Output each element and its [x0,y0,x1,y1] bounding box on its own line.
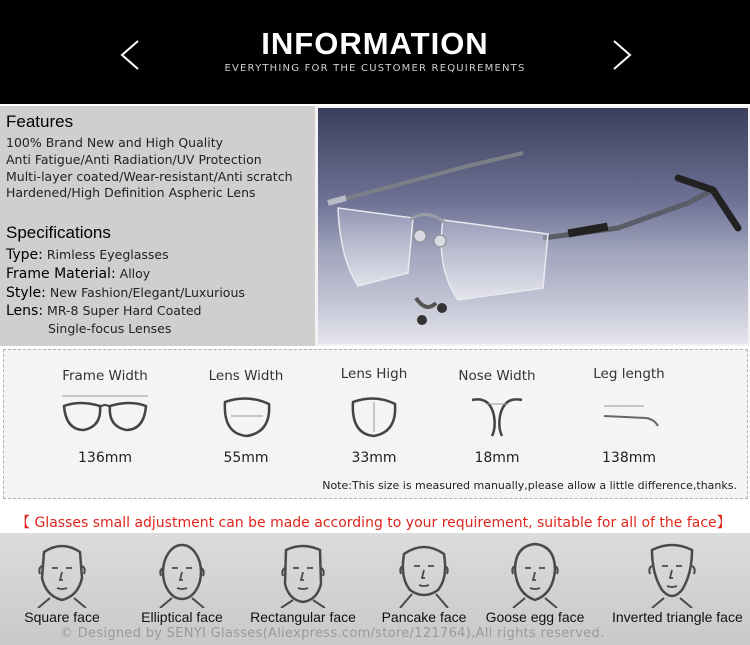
size-value: 136mm [78,450,132,466]
face-label: Inverted triangle face [612,609,743,625]
frame-width-icon [50,392,160,442]
adjustment-notice: 【 Glasses small adjustment can be made according to your requirement, suitable for all of the face】 [16,515,731,531]
leg-length-icon [574,392,684,442]
spec-type [6,247,169,263]
lens-high-icon [319,392,429,442]
size-label: Lens Width [208,368,284,384]
spec-key: Style: [6,285,46,301]
feature-line: Anti Fatigue/Anti Radiation/UV Protection [6,152,262,167]
spec-value: MR-8 Super Hard Coated [47,303,202,318]
copyright-watermark: © Designed by SENYI Glasses(Aliexpress.com/store/121764),All rights reserved. [60,626,605,641]
spec-lens [6,303,202,319]
face-label: Pancake face [381,609,467,625]
inverted-triangle-face-icon [612,538,732,608]
spec-value: Rimless Eyeglasses [46,247,169,262]
lens-width-icon [191,392,301,442]
nose-width-icon [442,392,552,442]
spec-style [6,285,245,301]
square-face-icon [2,538,122,608]
spec-material [6,266,150,282]
feature-line: Hardened/High Definition Aspheric Lens [6,185,256,200]
size-label: Nose Width [458,368,536,384]
size-note: Note:This size is measured manually,please allow a little difference,thanks. [322,479,737,492]
spec-key: Type: [6,247,43,263]
spec-value: New Fashion/Elegant/Luxurious [49,285,245,300]
info-text-panel [0,106,315,346]
elliptical-face-icon [122,538,242,608]
size-value: 33mm [351,450,397,466]
size-value: 55mm [223,450,269,466]
spec-key: Frame Material: [6,266,116,282]
spec-value: Alloy [119,266,151,281]
rectangular-face-icon [243,538,363,608]
spec-lens-extra: Single-focus Lenses [48,321,172,336]
product-photo [318,108,748,344]
face-label: Goose egg face [485,609,585,625]
info-section [0,106,750,346]
page-title: INFORMATION [261,26,489,61]
feature-line: 100% Brand New and High Quality [6,135,224,150]
feature-line: Multi-layer coated/Wear-resistant/Anti scratch [6,169,293,184]
size-label: Leg length [593,366,665,382]
size-value: 18mm [474,450,520,466]
size-chart [3,349,748,499]
goose-egg-face-icon [475,538,595,608]
face-label: Elliptical face [141,609,223,625]
size-label: Lens High [340,366,408,382]
header-banner [0,0,750,104]
face-label: Square face [24,609,100,625]
eyeglasses-image [318,108,748,344]
specifications-title: Specifications [6,223,111,242]
size-label: Frame Width [62,368,148,384]
spec-key: Lens: [6,303,44,319]
size-value: 138mm [602,450,656,466]
face-label: Rectangular face [250,609,356,625]
page-subtitle: EVERYTHING FOR THE CUSTOMER REQUIREMENTS [224,63,526,74]
chevron-right-icon[interactable] [606,38,636,72]
pancake-face-icon [364,538,484,608]
features-title: Features [6,112,74,131]
